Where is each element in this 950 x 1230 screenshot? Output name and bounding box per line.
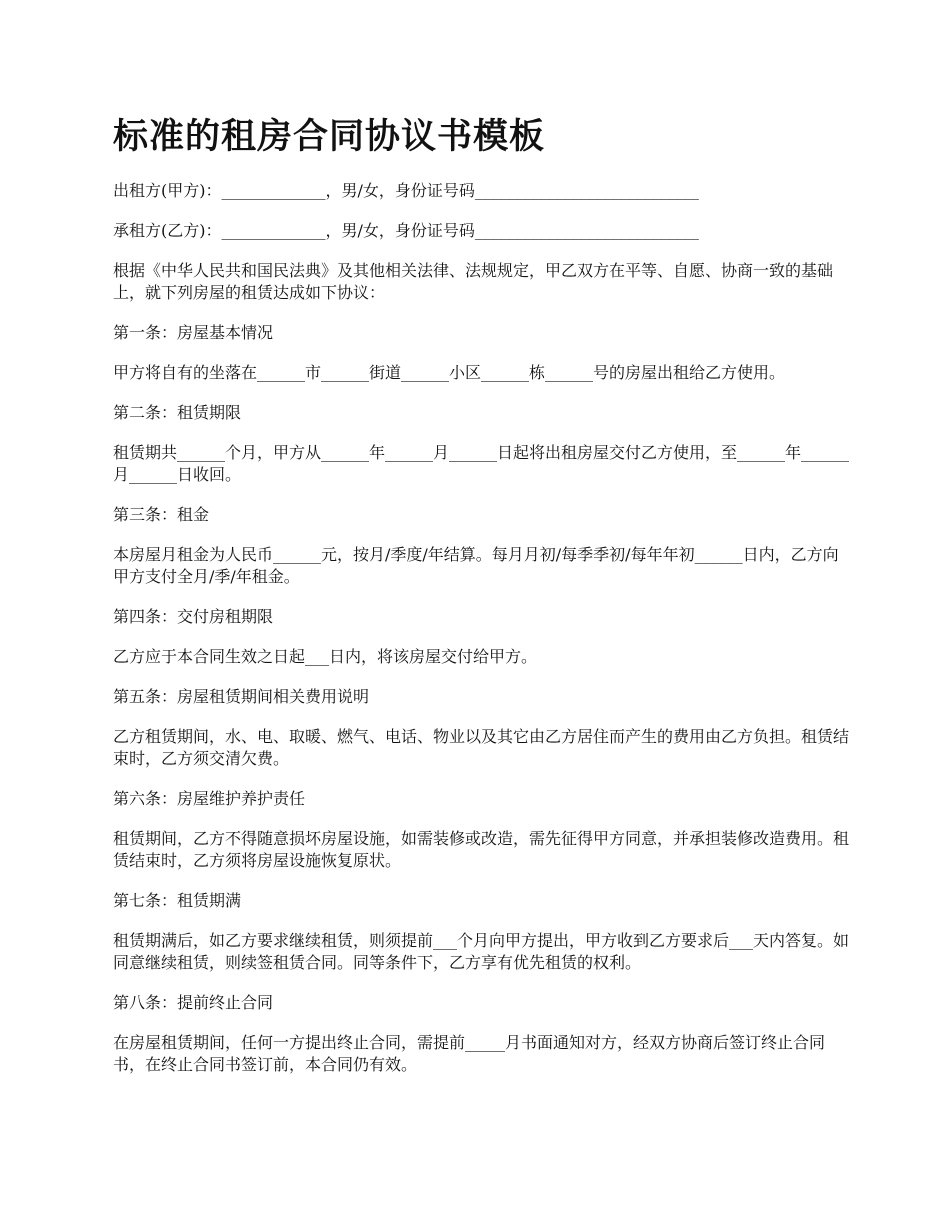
- lessor-line: 出租方(甲方)：_____________，男/女，身份证号码____________________________: [113, 181, 699, 200]
- section-2-body: 租赁期共______个月，甲方从______年______月______日起将出租房屋交付乙方使用，至______年______月______日收回。: [113, 443, 850, 484]
- intro-paragraph: 根据《中华人民共和国民法典》及其他相关法律、法规规定，甲乙双方在平等、自愿、协商一致的基础上，就下列房屋的租赁达成如下协议：: [113, 261, 834, 302]
- section-4-heading: 第四条：交付房租期限: [113, 607, 274, 626]
- section-3-heading: 第三条：租金: [113, 505, 210, 524]
- section-1-heading: 第一条：房屋基本情况: [113, 323, 274, 342]
- lessee-line: 承租方(乙方)：_____________，男/女，身份证号码____________________________: [113, 221, 699, 240]
- document-title: 标准的租房合同协议书模板: [113, 117, 546, 157]
- section-6-heading: 第六条：房屋维护养护责任: [113, 789, 306, 808]
- section-4-body: 乙方应于本合同生效之日起___日内，将该房屋交付给甲方。: [113, 647, 538, 666]
- section-2-heading: 第二条：租赁期限: [113, 403, 242, 422]
- section-8-body: 在房屋租赁期间，任何一方提出终止合同，需提前_____月书面通知对方，经双方协商后签订终止合同书，在终止合同书签订前，本合同仍有效。: [113, 1033, 826, 1074]
- section-3-body: 本房屋月租金为人民币______元，按月/季度/年结算。每月月初/每季季初/每年年初______日内，乙方向甲方支付全月/季/年租金。: [113, 545, 839, 586]
- section-8-heading: 第八条：提前终止合同: [113, 993, 274, 1012]
- section-5-heading: 第五条：房屋租赁期间相关费用说明: [113, 687, 370, 706]
- section-5-body: 乙方租赁期间，水、电、取暖、燃气、电话、物业以及其它由乙方居住而产生的费用由乙方负担。租赁结束时，乙方须交清欠费。: [113, 727, 850, 768]
- section-7-heading: 第七条：租赁期满: [113, 891, 242, 910]
- section-7-body: 租赁期满后，如乙方要求继续租赁，则须提前___个月向甲方提出，甲方收到乙方要求后___天内答复。如同意继续租赁，则续签租赁合同。同等条件下，乙方享有优先租赁的权利。: [113, 931, 850, 972]
- section-6-body: 租赁期间，乙方不得随意损坏房屋设施，如需装修或改造，需先征得甲方同意，并承担装修改造费用。租赁结束时，乙方须将房屋设施恢复原状。: [113, 829, 850, 870]
- document-page: [113, 112, 853, 1094]
- section-1-body: 甲方将自有的坐落在______市______街道______小区______栋______号的房屋出租给乙方使用。: [113, 363, 786, 382]
